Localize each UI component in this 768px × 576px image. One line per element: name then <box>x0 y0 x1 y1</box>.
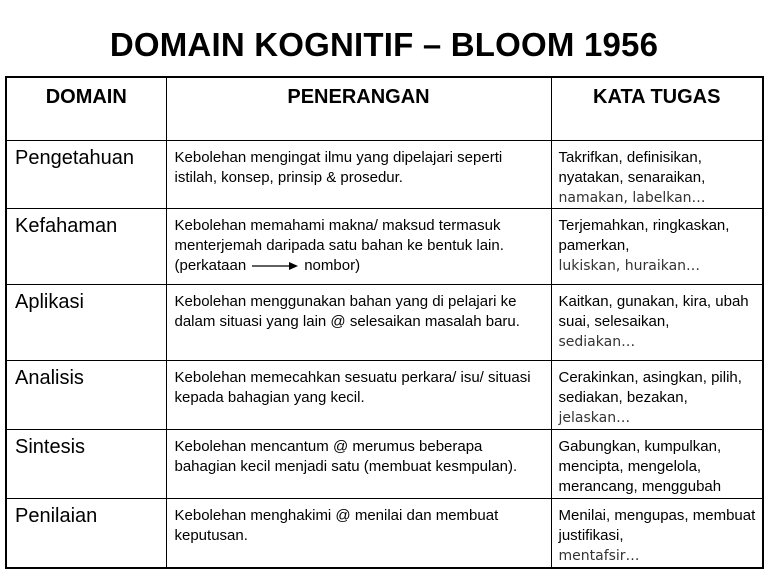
kata-tugas-cell <box>551 499 763 568</box>
description-text: Kebolehan menghakimi @ menilai dan membuat keputusan. <box>174 507 499 544</box>
description-text-end: nombor) <box>304 257 361 274</box>
description-cell <box>166 361 551 430</box>
header-penerangan-label: PENERANGAN <box>287 86 430 108</box>
kata-tugas-examples: sediakan… <box>558 334 636 350</box>
header-domain <box>6 77 166 141</box>
description-cell <box>166 141 551 209</box>
kata-tugas-examples: mentafsir… <box>558 548 640 564</box>
description-cell <box>166 285 551 361</box>
kata-tugas-text: Cerakinkan, asingkan, pilih, sediakan, bezakan, <box>558 369 742 406</box>
domain-name: Sintesis <box>15 436 86 458</box>
header-penerangan <box>166 77 551 141</box>
kata-tugas-examples: jelaskan… <box>558 410 631 426</box>
table-row <box>6 361 763 430</box>
domain-cell <box>6 361 166 430</box>
description-cell <box>166 499 551 568</box>
table-row <box>6 430 763 499</box>
description-text: Kebolehan mencantum @ merumus beberapa bahagian kecil menjadi satu (membuat kesmpulan). <box>174 438 518 475</box>
kata-tugas-cell <box>551 209 763 285</box>
domain-cell <box>6 285 166 361</box>
description-cell <box>166 430 551 499</box>
bloom-table <box>5 76 764 569</box>
header-kata-tugas <box>551 77 763 141</box>
domain-cell <box>6 141 166 209</box>
kata-tugas-text: Kaitkan, gunakan, kira, ubah suai, selesaikan, <box>558 293 749 330</box>
table-row <box>6 285 763 361</box>
kata-tugas-text: Gabungkan, kumpulkan, mencipta, mengelola, merancang, menggubah <box>558 438 722 495</box>
description-cell <box>166 209 551 285</box>
description-text: Kebolehan menggunakan bahan yang di pelajari ke dalam situasi yang lain @ selesaikan masalah baru. <box>174 293 520 330</box>
kata-tugas-cell <box>551 285 763 361</box>
kata-tugas-examples: namakan, labelkan… <box>558 190 706 206</box>
domain-name: Aplikasi <box>15 291 84 313</box>
description-text: Kebolehan memahami makna/ maksud termasuk menterjemah daripada satu bahan ke bentuk lain. (perkataan <box>174 217 504 274</box>
table-row <box>6 141 763 209</box>
page-title: DOMAIN KOGNITIF – BLOOM 1956 <box>109 26 659 63</box>
domain-name: Kefahaman <box>15 215 118 237</box>
table-header-row <box>6 77 763 141</box>
kata-tugas-cell <box>551 361 763 430</box>
header-domain-label: DOMAIN <box>45 86 127 108</box>
kata-tugas-cell <box>551 141 763 209</box>
kata-tugas-examples: lukiskan, huraikan… <box>558 258 701 274</box>
domain-cell <box>6 209 166 285</box>
kata-tugas-text: Menilai, mengupas, membuat justifikasi, <box>558 507 756 544</box>
domain-cell <box>6 430 166 499</box>
description-text: Kebolehan memecahkan sesuatu perkara/ isu/ situasi kepada bahagian yang kecil. <box>174 369 531 406</box>
kata-tugas-text: Terjemahkan, ringkaskan, pamerkan, <box>558 217 730 254</box>
domain-cell <box>6 499 166 568</box>
table-row <box>6 209 763 285</box>
domain-name: Penilaian <box>15 505 98 527</box>
description-text: Kebolehan mengingat ilmu yang dipelajari seperti istilah, konsep, prinsip & prosedur. <box>174 149 503 186</box>
kata-tugas-cell <box>551 430 763 499</box>
domain-name: Analisis <box>15 367 84 389</box>
header-kata-tugas-label: KATA TUGAS <box>593 86 721 108</box>
kata-tugas-text: Takrifkan, definisikan, nyatakan, senaraikan, <box>558 149 706 186</box>
table-row <box>6 499 763 568</box>
domain-name: Pengetahuan <box>15 147 135 169</box>
right-arrow-icon <box>252 261 298 271</box>
